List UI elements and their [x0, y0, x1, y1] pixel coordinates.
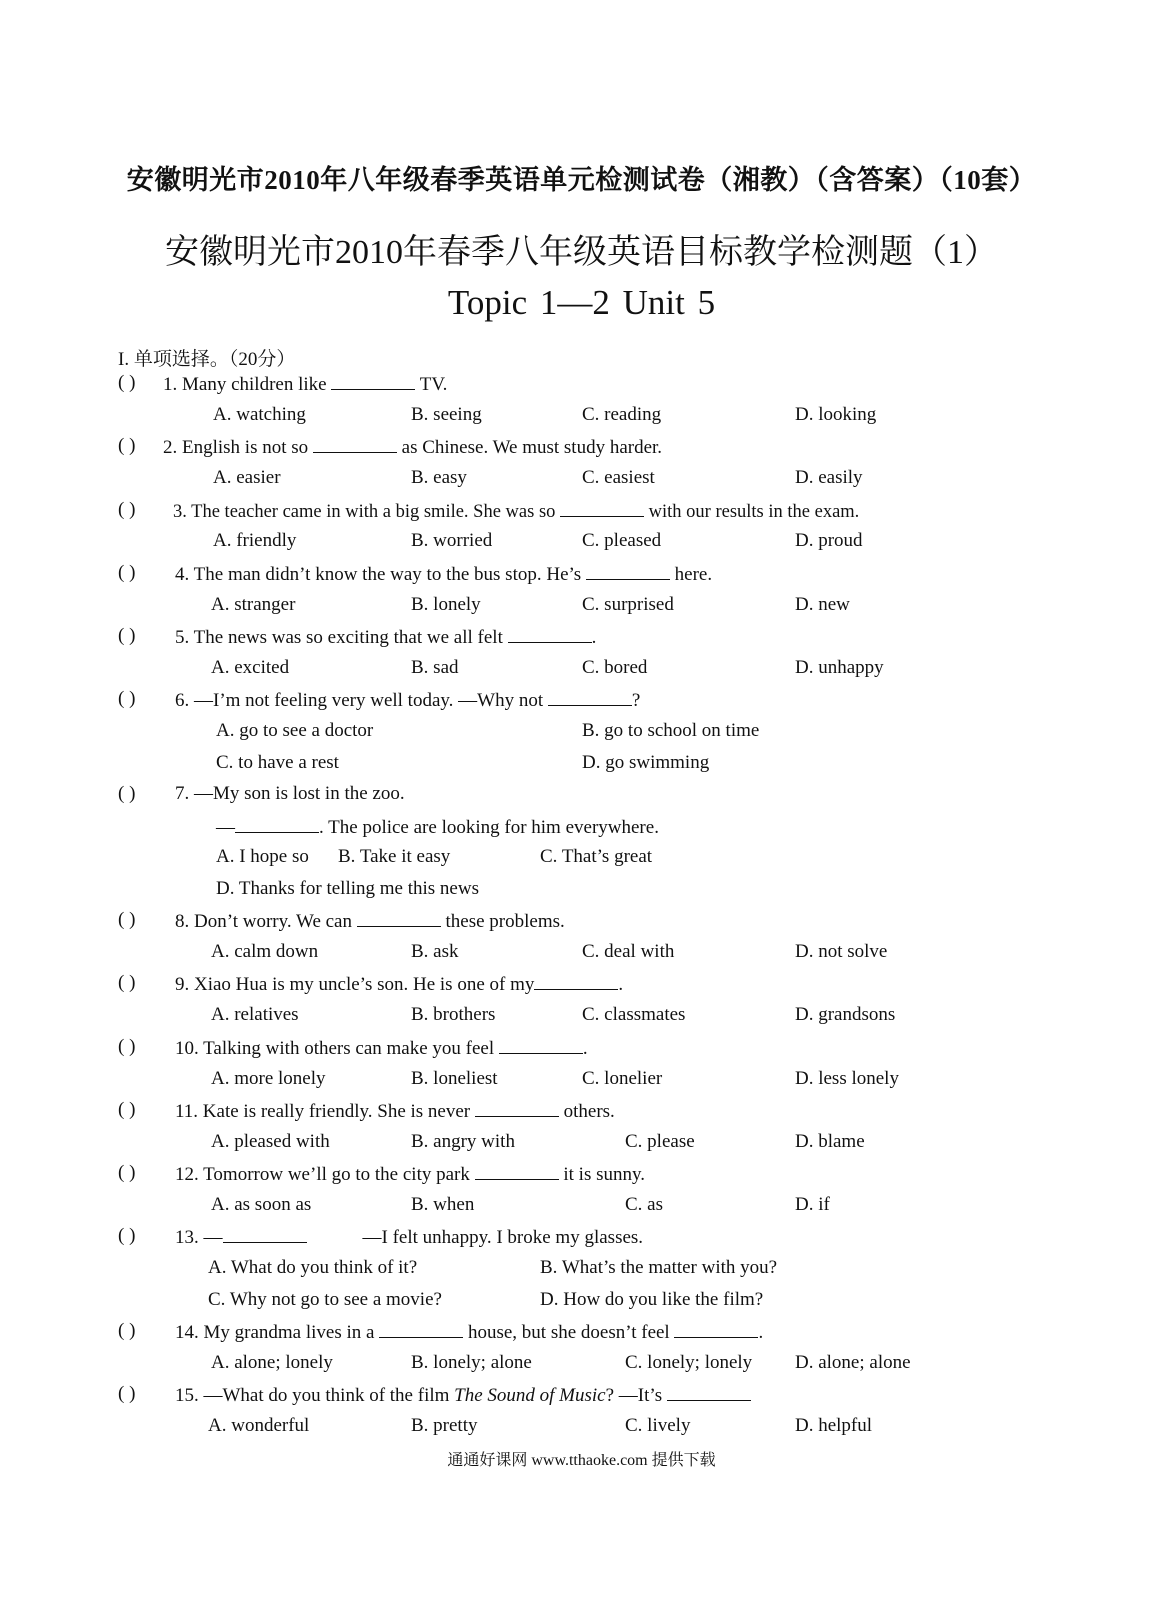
- option-d: D. blame: [795, 1131, 865, 1152]
- option-d: D. less lonely: [795, 1068, 899, 1089]
- question-7: 7. —My son is lost in the zoo.: [175, 783, 405, 804]
- option-a: A. easier: [213, 467, 281, 488]
- answer-paren: ( ): [118, 1320, 136, 1341]
- question-1: 1. Many children like TV.: [163, 374, 448, 395]
- answer-paren: ( ): [118, 1383, 136, 1404]
- option-c: C. surprised: [582, 594, 674, 615]
- question-6: 6. —I’m not feeling very well today. —Why not ?: [175, 690, 641, 711]
- option-a: A. excited: [211, 657, 290, 678]
- option-d: D. alone; alone: [795, 1352, 911, 1373]
- option-a: A. relatives: [211, 1004, 299, 1025]
- option-b: B. Take it easy: [338, 846, 451, 867]
- option-c: C. easiest: [582, 467, 655, 488]
- option-b: B. go to school on time: [582, 720, 760, 741]
- section-heading: I. 单项选择。（20分）: [118, 349, 296, 370]
- option-c: C. bored: [582, 657, 648, 678]
- answer-paren: ( ): [118, 499, 136, 520]
- question-13: 13. — —I felt unhappy. I broke my glasses.: [175, 1227, 644, 1248]
- question-5: 5. The news was so exciting that we all felt .: [175, 627, 597, 648]
- film-title: The Sound of Music: [454, 1385, 606, 1406]
- question-2: 2. English is not so as Chinese. We must study harder.: [163, 437, 663, 458]
- option-a: A. more lonely: [211, 1068, 326, 1089]
- option-b: B. What’s the matter with you?: [540, 1257, 778, 1278]
- question-11: 11. Kate is really friendly. She is never others.: [175, 1101, 615, 1122]
- option-d: D. easily: [795, 467, 863, 488]
- option-d: D. grandsons: [795, 1004, 896, 1025]
- question-3: 3. The teacher came in with a big smile. She was so with our results in the exam.: [173, 499, 859, 523]
- option-b: B. brothers: [411, 1004, 496, 1025]
- footer-download-note: 通通好课网 www.tthaoke.com 提供下载: [447, 1452, 716, 1469]
- option-d: D. helpful: [795, 1415, 873, 1436]
- answer-paren: ( ): [118, 372, 136, 393]
- question-10: 10. Talking with others can make you feel .: [175, 1038, 588, 1059]
- answer-paren: ( ): [118, 1036, 136, 1057]
- option-c: C. lively: [625, 1415, 691, 1436]
- option-b: B. loneliest: [411, 1068, 498, 1089]
- option-a: A. calm down: [211, 941, 319, 962]
- option-c: C. pleased: [582, 530, 662, 551]
- option-c: C. please: [625, 1131, 695, 1152]
- answer-paren: ( ): [118, 625, 136, 646]
- option-a: A. stranger: [211, 594, 296, 615]
- option-c: C. That’s great: [540, 846, 653, 867]
- question-9: 9. Xiao Hua is my uncle’s son. He is one of my .: [175, 974, 624, 995]
- topic-title: Topic 1—2 Unit 5: [447, 283, 716, 322]
- option-a: A. What do you think of it?: [208, 1257, 418, 1278]
- option-b: B. ask: [411, 941, 459, 962]
- question-15: 15. —What do you think of the film The Sound of Music? —It’s: [175, 1383, 751, 1407]
- answer-paren: ( ): [118, 1225, 136, 1246]
- option-d: D. proud: [795, 530, 863, 551]
- option-a: A. go to see a doctor: [216, 720, 374, 741]
- sub-title: 安徽明光市2010年春季八年级英语目标教学检测题（1）: [165, 234, 998, 271]
- option-a: A. friendly: [213, 530, 297, 551]
- option-c: C. deal with: [582, 941, 675, 962]
- question-14: 14. My grandma lives in a house, but she doesn’t feel .: [175, 1322, 764, 1343]
- answer-paren: ( ): [118, 1162, 136, 1183]
- question-4: 4. The man didn’t know the way to the bus stop. He’s here.: [175, 564, 713, 585]
- question-12: 12. Tomorrow we’ll go to the city park it is sunny.: [175, 1164, 646, 1185]
- option-a: A. as soon as: [211, 1194, 312, 1215]
- answer-paren: ( ): [118, 1099, 136, 1120]
- option-d: D. not solve: [795, 941, 888, 962]
- answer-paren: ( ): [118, 783, 136, 804]
- option-c: C. Why not go to see a movie?: [208, 1289, 442, 1310]
- option-d: D. Thanks for telling me this news: [216, 878, 479, 899]
- option-a: A. pleased with: [211, 1131, 330, 1152]
- option-c: C. to have a rest: [216, 752, 339, 773]
- option-b: B. seeing: [411, 404, 482, 425]
- option-b: B. when: [411, 1194, 475, 1215]
- option-b: B. lonely: [411, 594, 481, 615]
- answer-paren: ( ): [118, 562, 136, 583]
- option-c: C. classmates: [582, 1004, 686, 1025]
- answer-paren: ( ): [118, 909, 136, 930]
- option-c: C. reading: [582, 404, 662, 425]
- option-d: D. unhappy: [795, 657, 884, 678]
- option-c: C. lonelier: [582, 1068, 663, 1089]
- option-c: C. as: [625, 1194, 663, 1215]
- option-b: B. angry with: [411, 1131, 515, 1152]
- option-b: B. sad: [411, 657, 459, 678]
- option-d: D. go swimming: [582, 752, 710, 773]
- main-title: 安徽明光市2010年八年级春季英语单元检测试卷（湘教）（含答案）（10套）: [126, 165, 1037, 195]
- answer-paren: ( ): [118, 972, 136, 993]
- option-b: B. lonely; alone: [411, 1352, 532, 1373]
- option-d: D. How do you like the film?: [540, 1289, 764, 1310]
- option-a: A. alone; lonely: [211, 1352, 333, 1373]
- answer-paren: ( ): [118, 688, 136, 709]
- answer-paren: ( ): [118, 435, 136, 456]
- question-7-response: — . The police are looking for him everywhere.: [216, 817, 659, 838]
- option-b: B. worried: [411, 530, 493, 551]
- option-a: A. wonderful: [208, 1415, 310, 1436]
- option-c: C. lonely; lonely: [625, 1352, 753, 1373]
- option-d: D. new: [795, 594, 850, 615]
- option-b: B. easy: [411, 467, 467, 488]
- option-b: B. pretty: [411, 1415, 478, 1436]
- option-a: A. watching: [213, 404, 306, 425]
- option-d: D. if: [795, 1194, 830, 1215]
- option-a: A. I hope so: [216, 846, 309, 867]
- question-8: 8. Don’t worry. We can these problems.: [175, 911, 565, 932]
- option-d: D. looking: [795, 404, 877, 425]
